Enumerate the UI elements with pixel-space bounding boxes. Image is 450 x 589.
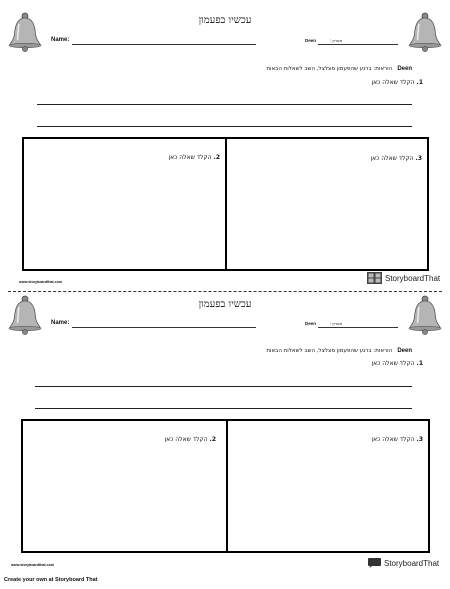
question-3-text: הקלד שאלה כאן (370, 155, 414, 162)
storyboard-chat-icon (368, 558, 381, 568)
instructions-label: Deen (397, 66, 412, 72)
storyboardthat-logo (367, 272, 440, 284)
page-footer: Create your own at Storyboard That (4, 577, 98, 583)
name-label: Name: (51, 37, 70, 43)
bell-icon (408, 295, 442, 335)
question-2-prompt (169, 154, 220, 161)
question-3-text: הקלד שאלה כאן (371, 436, 415, 443)
name-label: Name: (51, 320, 70, 326)
answer-line[interactable] (35, 386, 412, 387)
instructions (266, 337, 412, 356)
instructions-text: הוראות: ברגע שהפעמון מצלצל, השב לשאלות הבאות (266, 348, 393, 354)
bell-icon (408, 12, 442, 52)
date-label-he: תאריך: (330, 38, 342, 43)
question-3-box[interactable] (226, 419, 430, 553)
question-3-prompt (372, 436, 423, 443)
logo-text: StoryboardThat (385, 273, 441, 283)
bell-icon (8, 295, 42, 335)
question-3-prompt (371, 155, 422, 162)
question-2-text: הקלד שאלה כאן (168, 154, 212, 161)
date-label-en: Deen (305, 38, 317, 43)
question-3-number: 3. (416, 436, 423, 443)
answer-line[interactable] (37, 104, 412, 105)
website-url: www.storyboardthat.com (11, 563, 54, 567)
website-url: www.storyboardthat.com (19, 280, 62, 284)
question-2-number: 2. (213, 154, 220, 161)
question-1-prompt (372, 79, 423, 86)
question-1-number: 1. (416, 79, 423, 86)
logo-text: StoryboardThat (384, 558, 440, 568)
name-field[interactable] (72, 44, 256, 45)
bell-icon (8, 12, 42, 52)
question-2-number: 2. (209, 436, 216, 443)
question-1-number: 1. (416, 360, 423, 367)
question-3-box[interactable] (225, 137, 429, 271)
question-1-prompt (372, 360, 423, 367)
date-field[interactable] (318, 44, 398, 45)
instructions (266, 55, 412, 74)
date-field[interactable] (318, 327, 398, 328)
storyboardthat-logo (368, 558, 439, 568)
date-label-he: תאריך: (330, 321, 342, 326)
date-label-en: Deen (305, 321, 317, 326)
answer-line[interactable] (35, 408, 412, 409)
question-2-text: הקלד שאלה כאן (164, 436, 208, 443)
answer-line[interactable] (37, 126, 412, 127)
instructions-text: הוראות: ברגע שהפעמון מצלצל, השב לשאלות הבאות (266, 66, 393, 72)
name-field[interactable] (72, 327, 256, 328)
question-2-box[interactable] (22, 137, 227, 271)
instructions-label: Deen (397, 348, 412, 354)
question-2-box[interactable] (21, 419, 228, 553)
question-2-prompt (165, 436, 216, 443)
question-1-text: הקלד שאלה כאן (371, 79, 415, 86)
worksheet-title: עכשיו בפעמון (198, 299, 252, 310)
storyboard-grid-icon (367, 272, 382, 284)
cut-line (8, 291, 442, 292)
question-1-text: הקלד שאלה כאן (371, 360, 415, 367)
worksheet-title: עכשיו בפעמון (198, 15, 252, 26)
question-3-number: 3. (415, 155, 422, 162)
